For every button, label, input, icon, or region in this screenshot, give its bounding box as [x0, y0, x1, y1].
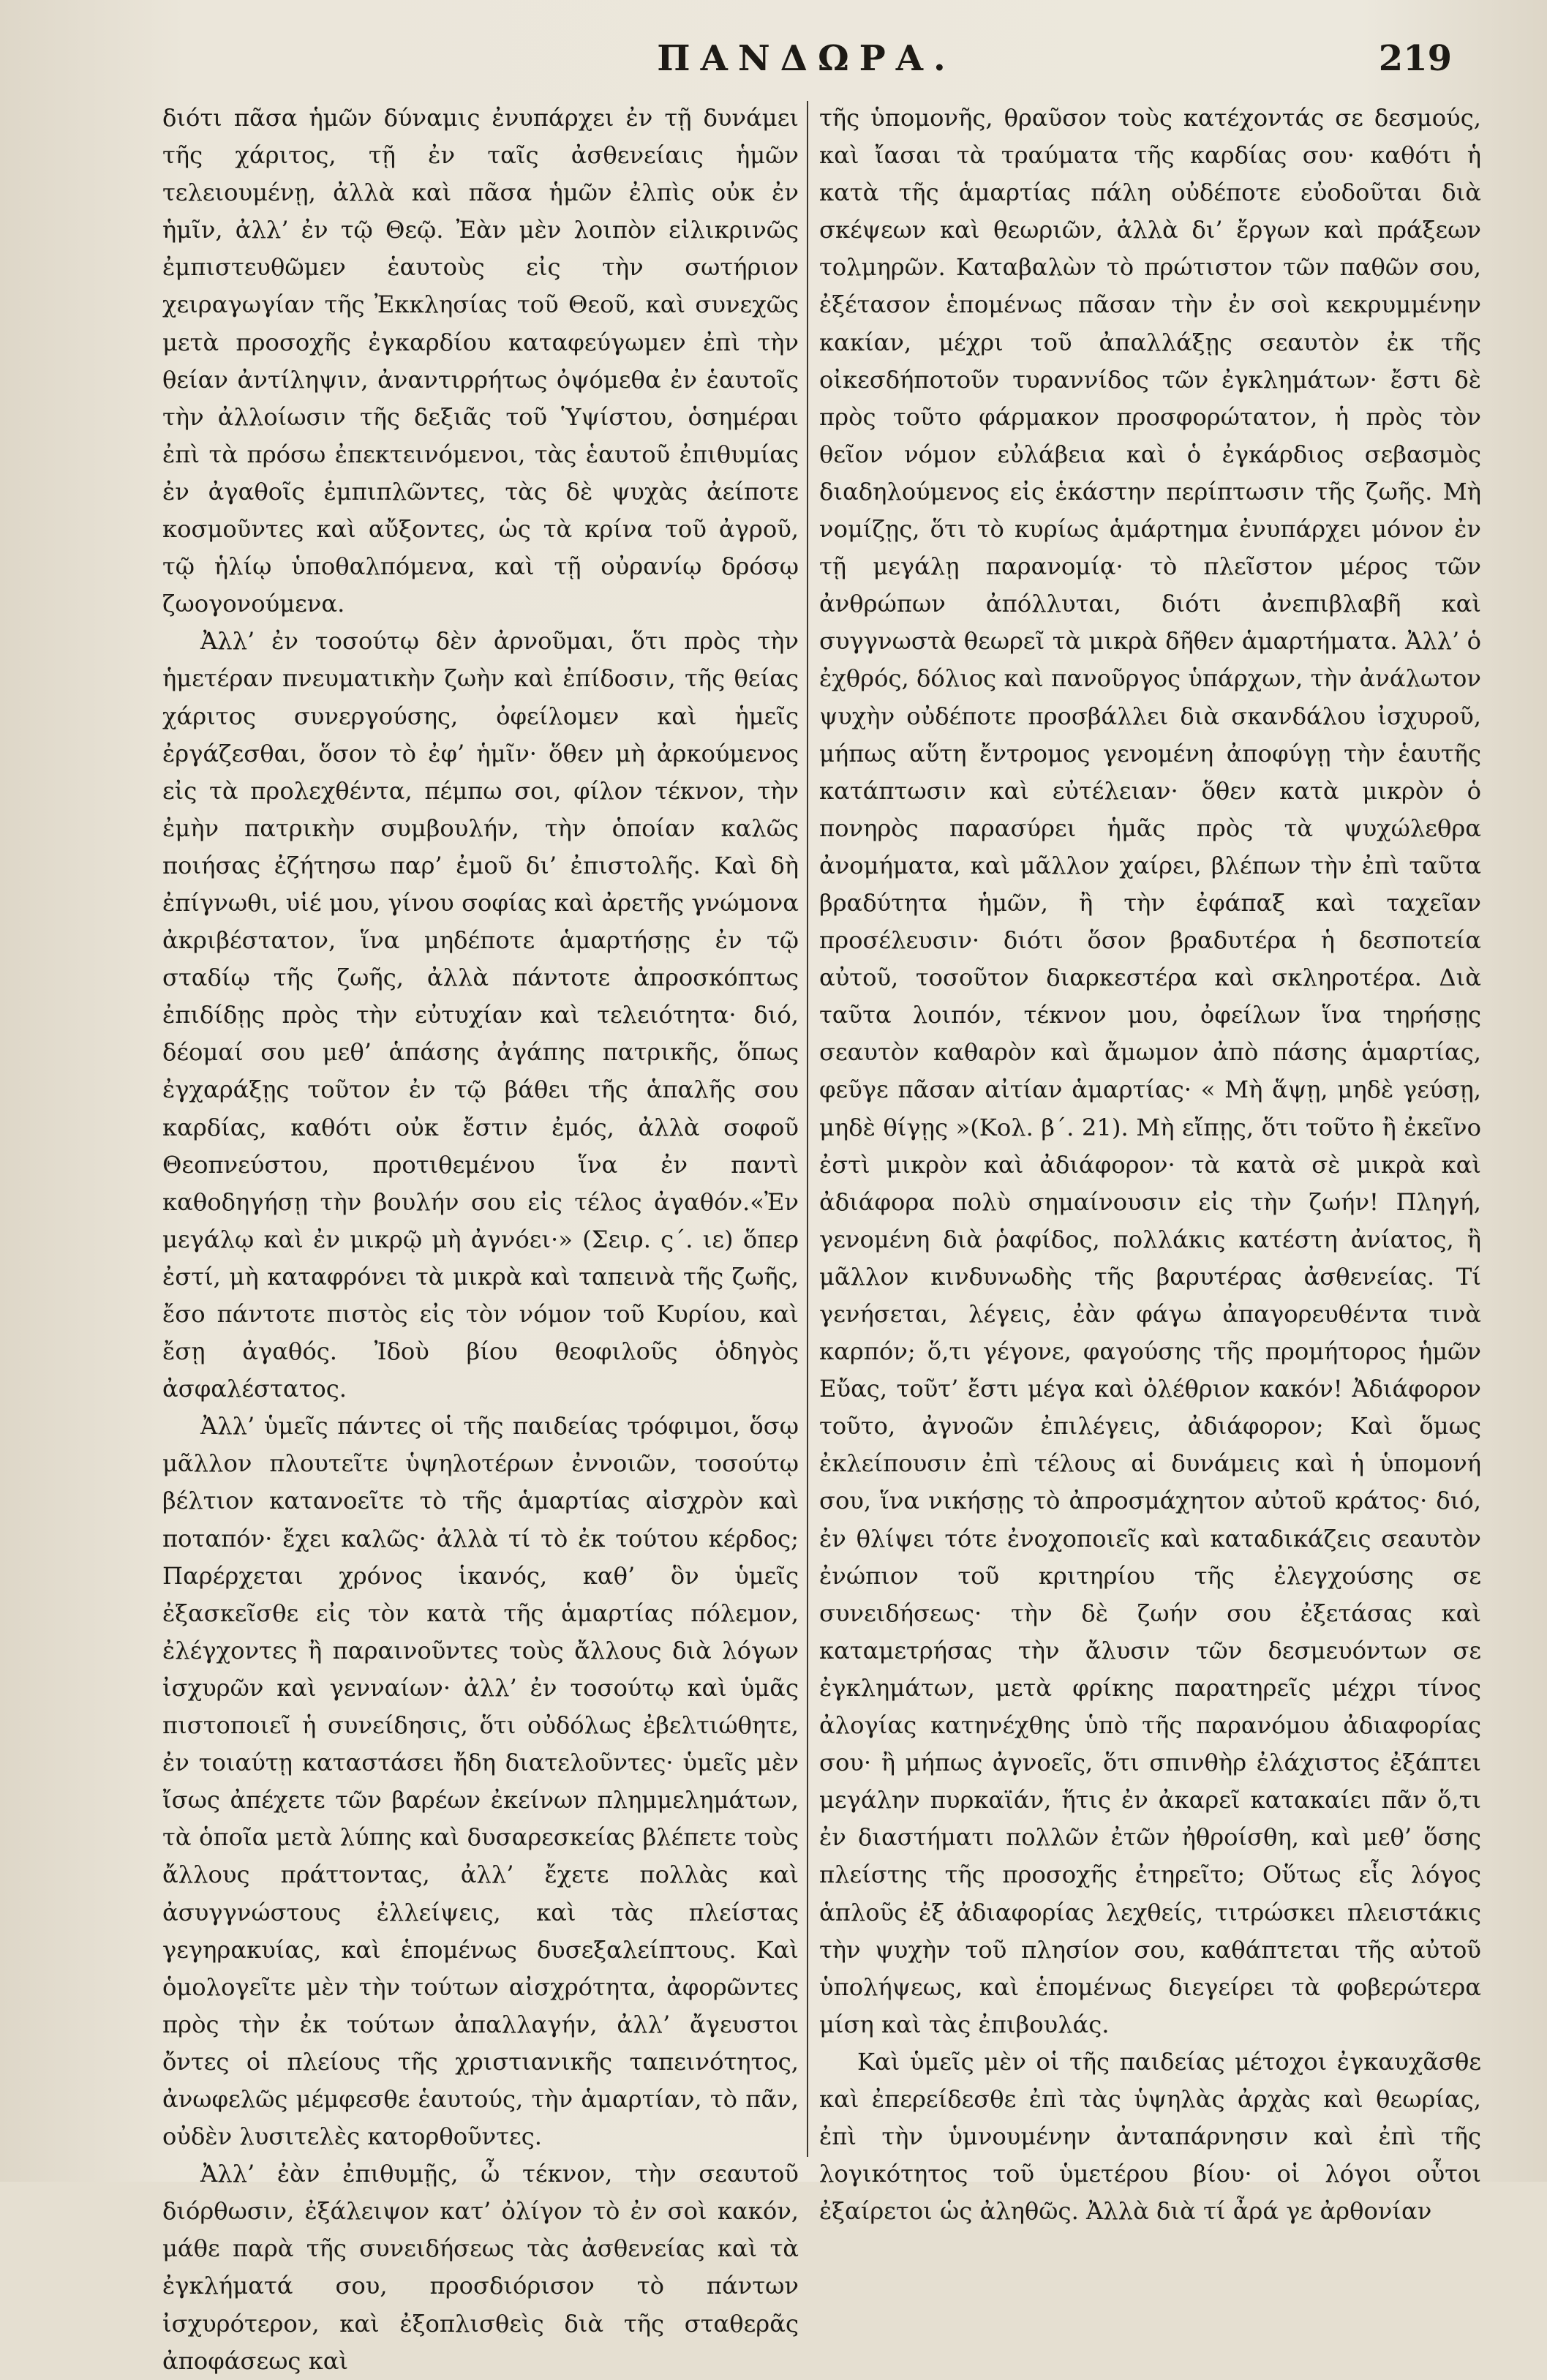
left-paragraph-4: Ἀλλ’ ἐὰν ἐπιθυμῇς, ὦ τέκνον, τὴν σεαυτοῦ διόρθωσιν, ἐξάλειψον κατ’ ὀλίγον τὸ ἐν σοὶ κακόν, μάθε παρὰ τῆς συνειδήσεως τὰς ἀσθενείας καὶ τὰ ἐγκλήματά σου, προσδιόρισον τὸ πάντων ἰσχυρότερον, καὶ ἐξοπλισθεὶς διὰ τῆς σταθερᾶς ἀποφάσεως καὶ	[162, 2160, 799, 2375]
running-title: ΠΑΝΔΩΡΑ.	[657, 38, 956, 79]
left-paragraph-1: διότι πᾶσα ἡμῶν δύναμις ἐνυπάρχει ἐν τῇ δυνάμει τῆς χάριτος, τῇ ἐν ταῖς ἀσθενείαις ἡμῶν τελειουμένῃ, ἀλλὰ καὶ πᾶσα ἡμῶν ἐλπὶς οὐκ ἐν ἡμῖν, ἀλλ’ ἐν τῷ Θεῷ. Ἐὰν μὲν λοιπὸν εἰλικρινῶς ἐμπιστευθῶμεν ἑαυτοὺς εἰς τὴν σωτήριον χειραγωγίαν τῆς Ἐκκλησίας τοῦ Θεοῦ, καὶ συνεχῶς μετὰ προσοχῆς ἐγκαρδίου καταφεύγωμεν ἐπὶ τὴν θείαν ἀντίληψιν, ἀναντιρρήτως ὀψόμεθα ἐν ἑαυτοῖς τὴν ἀλλοίωσιν τῆς δεξιᾶς τοῦ Ὑψίστου, ὁσημέραι ἐπὶ τὰ πρόσω ἐπεκτεινόμενοι, τὰς ἑαυτοῦ ἐπιθυμίας ἐν ἀγαθοῖς ἐμπιπλῶντες, τὰς δὲ ψυχὰς ἀείποτε κοσμοῦντες καὶ αὔξοντες, ὡς τὰ κρίνα τοῦ ἀγροῦ, τῷ ἡλίῳ ὑποθαλπόμενα, καὶ τῇ οὐρανίῳ δρόσῳ ζωογονούμενα.	[162, 104, 799, 618]
column-divider	[807, 101, 808, 2157]
left-paragraph-3: Ἀλλ’ ὑμεῖς πάντες οἱ τῆς παιδείας τρόφιμοι, ὅσῳ μᾶλλον πλουτεῖτε ὑψηλοτέρων ἐννοιῶν, τοσούτῳ βέλτιον κατανοεῖτε τὸ τῆς ἁμαρτίας αἰσχρὸν καὶ ποταπόν· ἔχει καλῶς· ἀλλὰ τί τὸ ἐκ τούτου κέρδος; Παρέρχεται χρόνος ἱκανός, καθ’ ὃν ὑμεῖς ἐξασκεῖσθε εἰς τὸν κατὰ τῆς ἁμαρτίας πόλεμον, ἐλέγχοντες ἢ παραινοῦντες τοὺς ἄλλους διὰ λόγων ἰσχυρῶν καὶ γενναίων· ἀλλ’ ἐν τοσούτῳ καὶ ὑμᾶς πιστοποιεῖ ἡ συνείδησις, ὅτι οὐδόλως ἐβελτιώθητε, ἐν τοιαύτῃ καταστάσει ἤδη διατελοῦντες· ὑμεῖς μὲν ἴσως ἀπέχετε τῶν βαρέων ἐκείνων πλημμελημάτων, τὰ ὁποῖα μετὰ λύπης καὶ δυσαρεσκείας βλέπετε τοὺς ἄλλους πράττοντας, ἀλλ’ ἔχετε πολλὰς καὶ ἀσυγγνώστους ἐλλείψεις, καὶ τὰς πλείστας γεγηρακυίας, καὶ ἑπομένως δυσεξαλείπτους. Καὶ ὁμολογεῖτε μὲν τὴν τούτων αἰσχρότητα, ἀφορῶντες πρὸς τὴν ἐκ τούτων ἀπαλλαγήν, ἀλλ’ ἄγευστοι ὄντες οἱ πλείους τῆς χριστιανικῆς ταπεινότητος, ἀνωφελῶς μέμφεσθε ἑαυτούς, τὴν ἁμαρτίαν, τὸ πᾶν, οὐδὲν λυσιτελὲς κατορθοῦντες.	[162, 1412, 799, 2151]
left-column	[162, 100, 799, 2380]
right-column	[819, 100, 1481, 2230]
page-header	[161, 38, 1452, 89]
left-paragraph-2: Ἀλλ’ ἐν τοσούτῳ δὲν ἀρνοῦμαι, ὅτι πρὸς τὴν ἡμετέραν πνευματικὴν ζωὴν καὶ ἐπίδοσιν, τῆς θείας χάριτος συνεργούσης, ὀφείλομεν καὶ ἡμεῖς ἐργάζεσθαι, ὅσον τὸ ἐφ’ ἡμῖν· ὅθεν μὴ ἀρκούμενος εἰς τὰ προλεχθέντα, πέμπω σοι, φίλον τέκνον, τὴν ἐμὴν πατρικὴν συμβουλήν, τὴν ὁποίαν καλῶς ποιήσας ἐζήτησω παρ’ ἐμοῦ δι’ ἐπιστολῆς. Καὶ δὴ ἐπίγνωθι, υἱέ μου, γίνου σοφίας καὶ ἀρετῆς γνώμονα ἀκριβέστατον, ἵνα μηδέποτε ἁμαρτήσῃς ἐν τῷ σταδίῳ τῆς ζωῆς, ἀλλὰ πάντοτε ἀπροσκόπτως ἐπιδίδῃς πρὸς τὴν εὐτυχίαν καὶ τελειότητα· διό, δέομαί σου μεθ’ ἁπάσης ἀγάπης πατρικῆς, ὅπως ἐγχαράξῃς τοῦτον ἐν τῷ βάθει τῆς ἁπαλῆς σου καρδίας, καθότι οὐκ ἔστιν ἐμός, ἀλλὰ σοφοῦ Θεοπνεύστου, προτιθεμένου ἵνα ἐν παντὶ καθοδηγήσῃ τὴν βουλήν σου εἰς τέλος ἀγαθόν.«Ἐν μεγάλῳ καὶ ἐν μικρῷ μὴ ἀγνόει·» (Σειρ. ς΄. ιε) ὅπερ ἐστί, μὴ καταφρόνει τὰ μικρὰ καὶ ταπεινὰ τῆς ζωῆς, ἔσο πάντοτε πιστὸς εἰς τὸν νόμον τοῦ Κυρίου, καὶ ἔσῃ ἀγαθός. Ἰδοὺ βίου θεοφιλοῦς ὁδηγὸς ἀσφαλέστατος.	[162, 627, 799, 1403]
right-paragraph-1: τῆς ὑπομονῆς, θραῦσον τοὺς κατέχοντάς σε δεσμούς, καὶ ἴασαι τὰ τραύματα τῆς καρδίας σου· καθότι ἡ κατὰ τῆς ἁμαρτίας πάλη οὐδέποτε εὐοδοῦται διὰ σκέψεων καὶ θεωριῶν, ἀλλὰ δι’ ἔργων καὶ πράξεων τολμηρῶν. Καταβαλὼν τὸ πρώτιστον τῶν παθῶν σου, ἐξέτασον ἑπομένως πᾶσαν τὴν ἐν σοὶ κεκρυμμένην κακίαν, μέχρι τοῦ ἀπαλλάξῃς σεαυτὸν ἐκ τῆς οἰκεσδήποτοῦν τυραννίδος τῶν ἐγκλημάτων· ἔστι δὲ πρὸς τοῦτο φάρμακον προσφορώτατον, ἡ πρὸς τὸν θεῖον νόμον εὐλάβεια καὶ ὁ ἐγκάρδιος σεβασμὸς διαδηλούμενος εἰς ἑκάστην περίπτωσιν τῆς ζωῆς. Μὴ νομίζῃς, ὅτι τὸ κυρίως ἁμάρτημα ἐνυπάρχει μόνον ἐν τῇ μεγάλῃ παρανομίᾳ· τὸ πλεῖστον μέρος τῶν ἀνθρώπων ἀπόλλυται, διότι ἀνεπιβλαβῆ καὶ συγγνωστὰ θεωρεῖ τὰ μικρὰ δῆθεν ἁμαρτήματα. Ἀλλ’ ὁ ἐχθρός, δόλιος καὶ πανοῦργος ὑπάρχων, τὴν ἀνάλωτον ψυχὴν οὐδέποτε προσβάλλει διὰ σκανδάλου ἰσχυροῦ, μήπως αὕτη ἔντρομος γενομένη ἀποφύγῃ τὴν ἑαυτῆς κατάπτωσιν καὶ εὐτέλειαν· ὅθεν κατὰ μικρὸν ὁ πονηρὸς παρασύρει ἡμᾶς πρὸς τὰ ψυχώλεθρα ἀνομήματα, καὶ μᾶλλον χαίρει, βλέπων τὴν ἐπὶ ταῦτα βραδύτητα ἡμῶν, ἢ τὴν ἐφάπαξ καὶ ταχεῖαν προσέλευσιν· διότι ὅσον βραδυτέρα ἡ δεσποτεία αὐτοῦ, τοσοῦτον διαρκεστέρα καὶ σκληροτέρα. Διὰ ταῦτα λοιπόν, τέκνον μου, ὀφείλων ἵνα τηρήσῃς σεαυτὸν καθαρὸν καὶ ἄμωμον ἀπὸ πάσης ἁμαρτίας, φεῦγε πᾶσαν αἰτίαν ἁμαρτίας· « Μὴ ἅψῃ, μηδὲ γεύσῃ, μηδὲ θίγῃς »(Κολ. β΄. 21). Μὴ εἴπῃς, ὅτι τοῦτο ἢ ἐκεῖνο ἐστὶ μικρὸν καὶ ἀδιάφορον· τὰ κατὰ σὲ μικρὰ καὶ ἀδιάφορα πολὺ σημαίνουσιν εἰς τὴν ζωήν! Πληγή, γενομένη διὰ ῥαφίδος, πολλάκις κατέστη ἀνίατος, ἢ μᾶλλον κινδυνωδὴς τῆς βαρυτέρας ἀσθενείας. Τί γενήσεται, λέγεις, ἐὰν φάγω ἀπαγορευθέντα τινὰ καρπόν; ὅ,τι γέγονε, φαγούσης τῆς προμήτορος ἡμῶν Εὔας, τοῦτ’ ἔστι μέγα καὶ ὀλέθριον κακόν! Ἀδιάφορον τοῦτο, ἀγνοῶν ἐπιλέγεις, ἀδιάφορον; Καὶ ὅμως ἐκλείπουσιν ἐπὶ τέλους αἱ δυνάμεις καὶ ἡ ὑπομονή σου, ἵνα νικήσῃς τὸ ἀπροσμάχητον αὐτοῦ κράτος· διό, ἐν θλίψει τότε ἐνοχοποιεῖς καὶ καταδικάζεις σεαυτὸν ἐνώπιον τοῦ κριτηρίου τῆς ἐλεγχούσης σε συνειδήσεως· τὴν δὲ ζωήν σου ἐξετάσας καὶ καταμετρήσας τὴν ἄλυσιν τῶν δεσμευόντων σε ἐγκλημάτων, μετὰ φρίκης παρατηρεῖς μέχρι τίνος ἀλογίας κατηνέχθης ὑπὸ τῆς παρανόμου ἀδιαφορίας σου· ἢ μήπως ἀγνοεῖς, ὅτι σπινθὴρ ἐλάχιστος ἐξάπτει μεγάλην πυρκαϊάν, ἥτις ἐν ἀκαρεῖ κατακαίει πᾶν ὅ,τι ἐν διαστήματι πολλῶν ἐτῶν ἠθροίσθη, καὶ μεθ’ ὅσης πλείστης τῆς προσοχῆς ἐτηρεῖτο; Οὕτως εἷς λόγος ἁπλοῦς ἐξ ἀδιαφορίας λεχθείς, τιτρώσκει πλειστάκις τὴν ψυχὴν τοῦ πλησίον σου, καθάπτεται τῆς αὐτοῦ ὑπολήψεως, καὶ ἑπομένως διεγείρει τὰ φοβερώτερα μίση καὶ τὰς ἐπιβουλάς.	[819, 104, 1481, 2038]
page-number: 219	[1378, 38, 1452, 79]
right-paragraph-2: Καὶ ὑμεῖς μὲν οἱ τῆς παιδείας μέτοχοι ἐγκαυχᾶσθε καὶ ἐπερείδεσθε ἐπὶ τὰς ὑψηλὰς ἀρχὰς καὶ θεωρίας, ἐπὶ τὴν ὑμνουμένην ἀνταπάρνησιν καὶ ἐπὶ τῆς λογικότητος τοῦ ὑμετέρου βίου· οἱ λόγοι οὗτοι ἐξαίρετοι ὡς ἀληθῶς. Ἀλλὰ διὰ τί ἆρά γε ἀρθονίαν	[819, 2047, 1481, 2226]
